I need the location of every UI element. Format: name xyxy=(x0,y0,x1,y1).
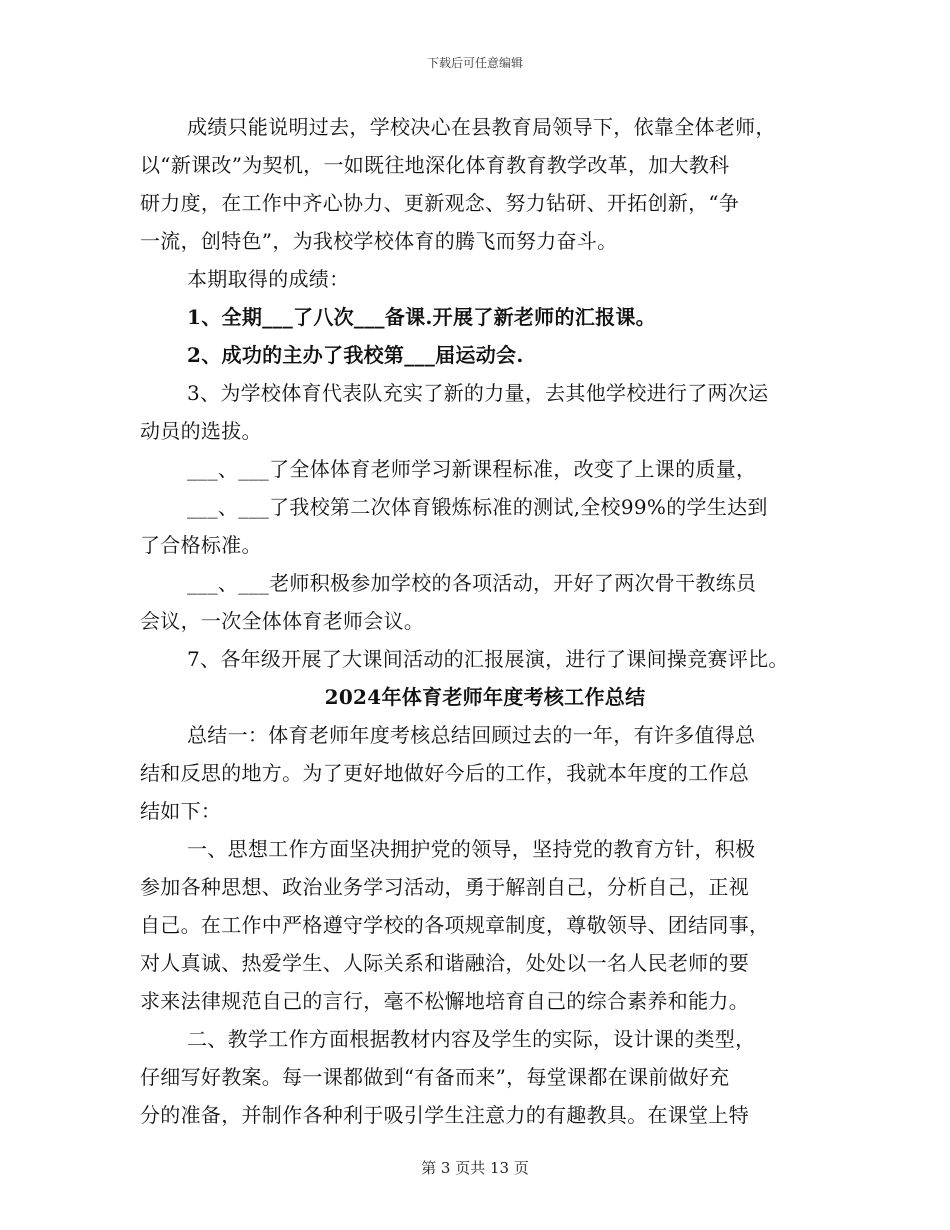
text-line: 参加各种思想、政治业务学习活动，勇于解剖自己，分析自己，正视 xyxy=(140,875,749,899)
text-line: 3、为学校体育代表队充实了新的力量，去其他学校进行了两次运 xyxy=(187,381,769,405)
text-line: 成绩只能说明过去，学校决心在县教育局领导下，依靠全体老师， xyxy=(187,115,776,139)
text-line: 本期取得的成绩： xyxy=(187,267,350,291)
text-line: 求来法律规范自己的言行，毫不松懈地培育自己的综合素养和能力。 xyxy=(140,989,749,1013)
text-line: ___、___老师积极参加学校的各项活动，开好了两次骨干教练员 xyxy=(187,571,757,595)
text-line: 总结一：体育老师年度考核总结回顾过去的一年，有许多值得总 xyxy=(187,723,756,747)
text-line: 动员的选拔。 xyxy=(140,419,262,443)
text-line: 1、全期___了八次___备课.开展了新老师的汇报课。 xyxy=(187,305,656,329)
page-number-footer: 第 3 页共 13 页 xyxy=(421,1159,529,1177)
text-line: 以“新课改”为契机，一如既往地深化体育教育教学改革，加大教科 xyxy=(140,153,730,177)
section-heading: 2024年体育老师年度考核工作总结 xyxy=(324,685,646,709)
text-line: ___、___了我校第二次体育锻炼标准的测试,全校99%的学生达到 xyxy=(187,495,768,519)
text-line: ___、___了全体体育老师学习新课程标准，改变了上课的质量， xyxy=(187,457,757,481)
text-line: 对人真诚、热爱学生、人际关系和谐融洽，处处以一名人民老师的要 xyxy=(140,951,749,975)
text-line: 研力度，在工作中齐心协力、更新观念、努力钻研、开拓创新，“争 xyxy=(140,191,740,215)
text-line: 2、成功的主办了我校第___届运动会. xyxy=(187,343,524,367)
text-line: 结和反思的地方。为了更好地做好今后的工作，我就本年度的工作总 xyxy=(140,761,749,785)
text-line: 自己。在工作中严格遵守学校的各项规章制度，尊敬领导、团结同事， xyxy=(140,913,770,937)
text-line: 7、各年级开展了大课间活动的汇报展演，进行了课间操竞赛评比。 xyxy=(187,647,789,671)
text-line: 分的准备，并制作各种利于吸引学生注意力的有趣教具。在课堂上特 xyxy=(140,1103,749,1127)
text-line: 了合格标准。 xyxy=(140,533,262,557)
text-line: 一流，创特色”，为我校学校体育的腾飞而努力奋斗。 xyxy=(140,229,618,253)
text-line: 二、教学工作方面根据教材内容及学生的实际，设计课的类型， xyxy=(187,1027,756,1051)
page-header: 下载后可任意编辑 xyxy=(426,56,523,70)
text-line: 仔细写好教案。每一课都做到“有备而来”，每堂课都在课前做好充 xyxy=(140,1065,730,1089)
text-line: 结如下： xyxy=(140,799,222,823)
text-line: 会议，一次全体体育老师会议。 xyxy=(140,609,425,633)
text-line: 一、思想工作方面坚决拥护党的领导，坚持党的教育方针，积极 xyxy=(187,837,756,861)
document-body xyxy=(140,108,830,1134)
